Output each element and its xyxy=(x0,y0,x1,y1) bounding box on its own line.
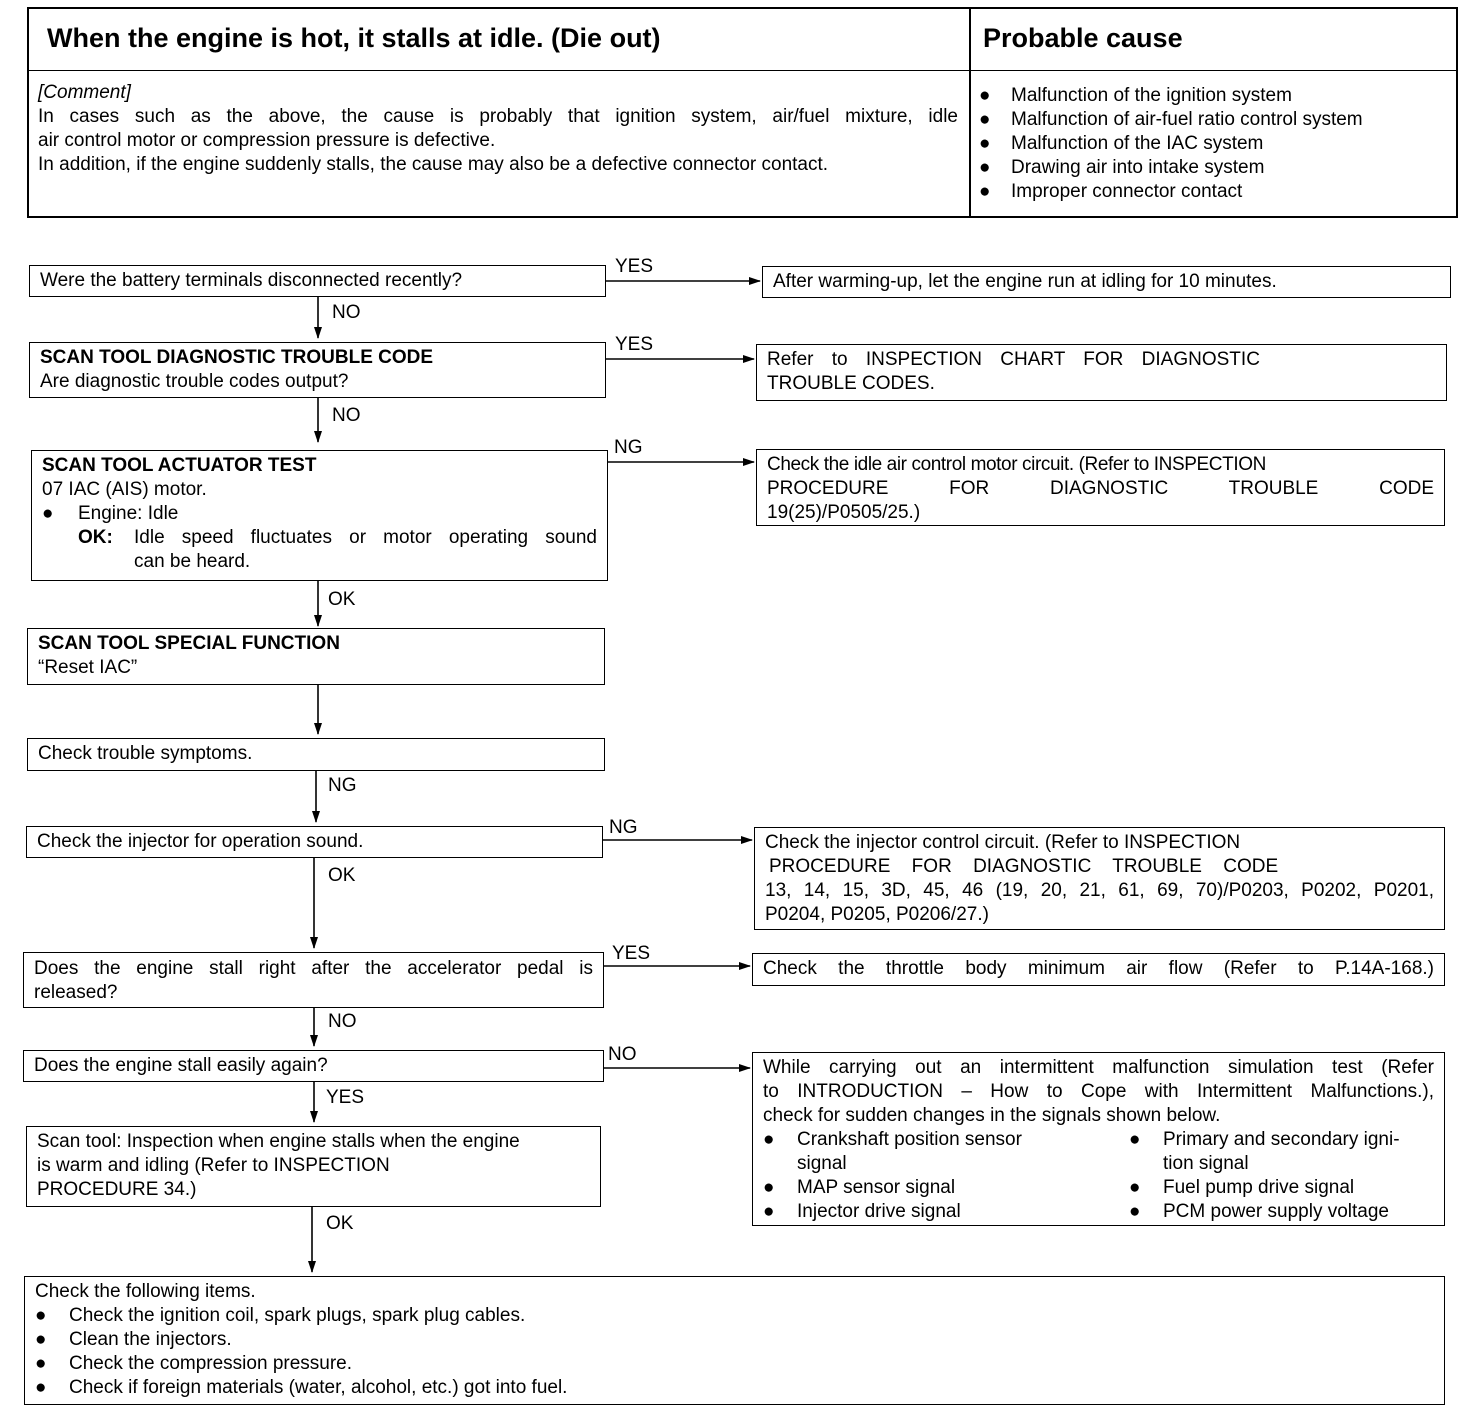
final-item: ● Check the ignition coil, spark plugs, spark plug cables. xyxy=(35,1305,526,1326)
step-injector-sound xyxy=(26,826,603,858)
step-stall-again xyxy=(23,1050,604,1082)
ok-criteria-text: can be heard. xyxy=(134,551,251,572)
bullet-icon: ● xyxy=(1129,1129,1141,1150)
comment-line: In addition, if the engine suddenly stalls, the cause may also be a defective connector contact. xyxy=(38,154,829,175)
cause-item: ● Drawing air into intake system xyxy=(979,157,1265,178)
signal-item: ● PCM power supply voltage xyxy=(1129,1201,1389,1222)
step-text: “Reset IAC” xyxy=(38,657,138,678)
ok-criteria xyxy=(42,526,597,574)
probable-cause-title: Probable cause xyxy=(983,23,1183,53)
step-text: Scan tool: Inspection when engine stalls when the engine xyxy=(37,1131,520,1152)
result-throttle-air-flow xyxy=(752,953,1445,986)
step-text: Does the engine stall easily again? xyxy=(34,1055,328,1076)
ng-label: NG xyxy=(328,775,357,796)
final-check-items xyxy=(24,1276,1445,1405)
result-dtc-chart xyxy=(756,344,1447,401)
step-battery-terminals xyxy=(29,265,606,297)
bullet-icon: ● xyxy=(42,503,54,524)
ok-criteria-text: Idle speed fluctuates or motor operating sound xyxy=(134,527,597,548)
step-title: SCAN TOOL ACTUATOR TEST xyxy=(42,455,317,476)
step-title: SCAN TOOL DIAGNOSTIC TROUBLE CODE xyxy=(40,347,434,368)
step-check-symptoms xyxy=(27,738,605,771)
bullet-icon: ● xyxy=(35,1329,47,1350)
final-title: Check the following items. xyxy=(35,1281,256,1302)
comment-label: [Comment] xyxy=(38,82,131,103)
result-iac-circuit xyxy=(756,449,1445,526)
bullet-icon: ● xyxy=(1129,1177,1141,1198)
step-inspection-34 xyxy=(26,1126,601,1207)
ok-label: OK xyxy=(328,865,356,886)
result-text: Refer to INSPECTION CHART FOR DIAGNOSTIC xyxy=(767,349,1260,370)
bullet-icon: ● xyxy=(1129,1201,1141,1222)
ok-criteria-label: OK: xyxy=(78,527,113,548)
result-text: 13, 14, 15, 3D, 45, 46 (19, 20, 21, 61, 69, 70)/P0203, P0202, P0201, xyxy=(765,880,1434,901)
result-text: TROUBLE CODES. xyxy=(767,373,935,394)
result-text: Check the injector control circuit. (Refer to INSPECTION xyxy=(765,832,1241,853)
result-text: 19(25)/P0505/25.) xyxy=(767,502,921,523)
yes-label: YES xyxy=(612,943,651,964)
no-label: NO xyxy=(332,405,361,426)
yes-label: YES xyxy=(615,256,654,277)
ok-label: OK xyxy=(328,589,356,610)
cause-item: ● Malfunction of the IAC system xyxy=(979,133,1264,154)
bullet-icon: ● xyxy=(979,157,991,178)
result-text: While carrying out an intermittent malfunction simulation test (Refer xyxy=(763,1057,1434,1078)
step-text: Are diagnostic trouble codes output? xyxy=(40,371,349,392)
ng-label: NG xyxy=(609,817,638,838)
bullet-icon: ● xyxy=(763,1201,775,1222)
comment-line: air control motor or compression pressure is defective. xyxy=(38,130,496,151)
yes-label: YES xyxy=(326,1087,365,1108)
no-label: NO xyxy=(608,1044,637,1065)
final-item: ● Clean the injectors. xyxy=(35,1329,232,1350)
no-label: NO xyxy=(332,302,361,323)
no-label: NO xyxy=(328,1011,357,1032)
signal-list-right xyxy=(1129,1128,1434,1224)
bullet-icon: ● xyxy=(979,181,991,202)
bullet-icon: ● xyxy=(35,1305,47,1326)
step-special-function xyxy=(27,628,605,685)
yes-label: YES xyxy=(615,334,654,355)
result-text: check for sudden changes in the signals shown below. xyxy=(763,1105,1221,1126)
result-text: PROCEDURE FOR DIAGNOSTIC TROUBLE CODE xyxy=(769,856,1279,877)
step-text: Check trouble symptoms. xyxy=(38,743,253,764)
result-text: PROCEDURE FOR DIAGNOSTIC TROUBLE CODE xyxy=(767,478,1434,499)
step-bullet: ● Engine: Idle xyxy=(42,503,179,524)
bullet-icon: ● xyxy=(35,1377,47,1398)
signal-item: ● Primary and secondary igni- tion signal xyxy=(1129,1129,1400,1174)
result-text: P0204, P0205, P0206/27.) xyxy=(765,904,989,925)
signal-item: ● MAP sensor signal xyxy=(763,1177,956,1198)
bullet-icon: ● xyxy=(979,133,991,154)
bullet-icon: ● xyxy=(763,1129,775,1150)
step-text: released? xyxy=(34,982,118,1003)
result-text: Check the throttle body minimum air flow (Refer to P.14A-168.) xyxy=(763,958,1434,979)
bullet-icon: ● xyxy=(763,1177,775,1198)
symptom-title: When the engine is hot, it stalls at idle. (Die out) xyxy=(47,23,661,53)
step-actuator-test xyxy=(31,450,608,581)
signal-list xyxy=(763,1128,1434,1224)
cause-item: ● Improper connector contact xyxy=(979,181,1243,202)
final-item: ● Check the compression pressure. xyxy=(35,1353,353,1374)
result-injector-circuit xyxy=(754,827,1445,930)
step-title: SCAN TOOL SPECIAL FUNCTION xyxy=(38,633,340,654)
step-text: is warm and idling (Refer to INSPECTION xyxy=(37,1155,390,1176)
signal-item: ● Injector drive signal xyxy=(763,1201,961,1222)
final-item: ● Check if foreign materials (water, alcohol, etc.) got into fuel. xyxy=(35,1377,568,1398)
cause-item: ● Malfunction of air-fuel ratio control system xyxy=(979,109,1363,130)
result-warm-up-idle xyxy=(762,266,1451,298)
cause-item: ● Malfunction of the ignition system xyxy=(979,85,1292,106)
comment-line: In cases such as the above, the cause is probably that ignition system, air/fuel mixture, idle xyxy=(38,106,958,127)
result-text: Check the idle air control motor circuit. (Refer to INSPECTION xyxy=(767,454,1266,475)
result-text: to INTRODUCTION – How to Cope with Intermittent Malfunctions.), xyxy=(763,1081,1434,1102)
step-text: PROCEDURE 34.) xyxy=(37,1179,197,1200)
step-text: Does the engine stall right after the accelerator pedal is xyxy=(34,958,593,979)
ok-label: OK xyxy=(326,1213,354,1234)
signal-item: ● Fuel pump drive signal xyxy=(1129,1177,1355,1198)
signal-item: ● Crankshaft position sensor signal xyxy=(763,1129,1022,1174)
bullet-icon: ● xyxy=(979,109,991,130)
bullet-icon: ● xyxy=(979,85,991,106)
result-intermittent-test xyxy=(752,1052,1445,1226)
ng-label: NG xyxy=(614,437,643,458)
step-text: 07 IAC (AIS) motor. xyxy=(42,479,207,500)
step-text: Check the injector for operation sound. xyxy=(37,831,364,852)
result-text: After warming-up, let the engine run at idling for 10 minutes. xyxy=(773,271,1277,292)
bullet-icon: ● xyxy=(35,1353,47,1374)
step-text: Were the battery terminals disconnected recently? xyxy=(40,270,463,291)
signal-list-left xyxy=(763,1128,1129,1224)
step-scan-tool-dtc xyxy=(29,342,606,398)
step-stall-after-pedal xyxy=(23,952,604,1008)
